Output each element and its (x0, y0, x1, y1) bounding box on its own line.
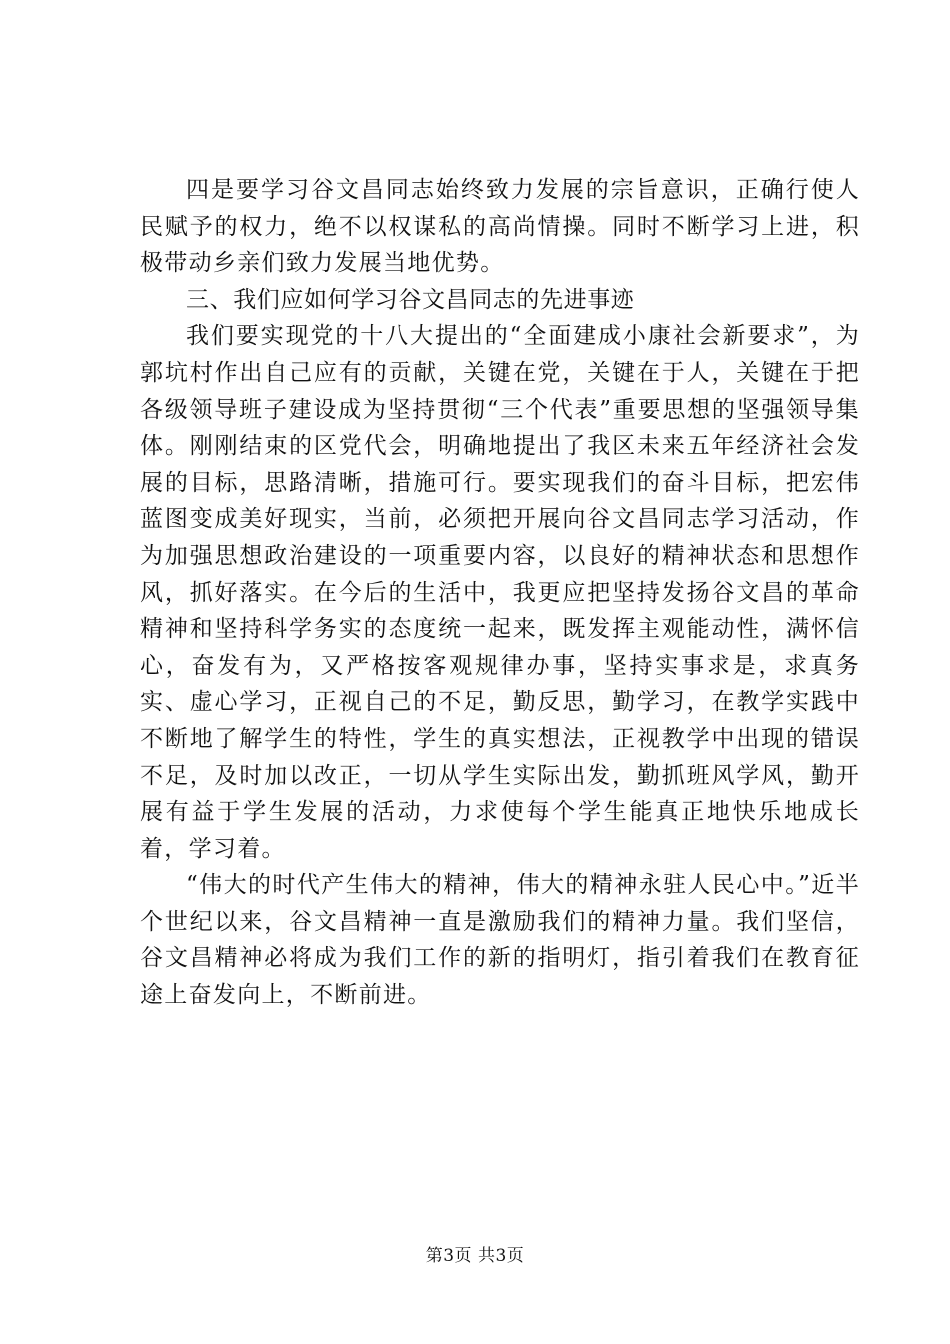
document-body (140, 172, 860, 1014)
paragraph-closing: “伟大的时代产生伟大的精神，伟大的精神永驻人民心中。”近半个世纪以来，谷文昌精神一直是激励我们的精神力量。我们坚信，谷文昌精神必将成为我们工作的新的指明灯，指引着我们在教育征途上奋发向上，不断前进。 (140, 872, 860, 1009)
section-heading-three: 三、我们应如何学习谷文昌同志的先进事迹 (186, 286, 635, 313)
paragraph-fourth-point: 四是要学习谷文昌同志始终致力发展的宗旨意识，正确行使人民赋予的权力，绝不以权谋私的高尚情操。同时不断学习上进，积极带动乡亲们致力发展当地优势。 (140, 177, 860, 277)
paragraph-body-main: 我们要实现党的十八大提出的“全面建成小康社会新要求”，为郭坑村作出自己应有的贡献，关键在党，关键在于人，关键在于把各级领导班子建设成为坚持贯彻“三个代表”重要思想的坚强领导集体。刚刚结束的区党代会，明确地提出了我区未来五年经济社会发展的目标，思路清晰，措施可行。要实现我们的奋斗目标，把宏伟蓝图变成美好现实，当前，必须把开展向谷文昌同志学习活动，作为加强思想政治建设的一项重要内容，以良好的精神状态和思想作风，抓好落实。在今后的生活中，我更应把坚持发扬谷文昌的革命精神和坚持科学务实的态度统一起来，既发挥主观能动性，满怀信心，奋发有为，又严格按客观规律办事，坚持实事求是，求真务实、虚心学习，正视自己的不足，勤反思，勤学习，在教学实践中不断地了解学生的特性，学生的真实想法，正视教学中出现的错误不足，及时加以改正，一切从学生实际出发，勤抓班风学风，勤开展有益于学生发展的活动，力求使每个学生能真正地快乐地成长着，学习着。 (140, 323, 860, 862)
page-number-footer: 第3页 共3页 (425, 1246, 525, 1266)
